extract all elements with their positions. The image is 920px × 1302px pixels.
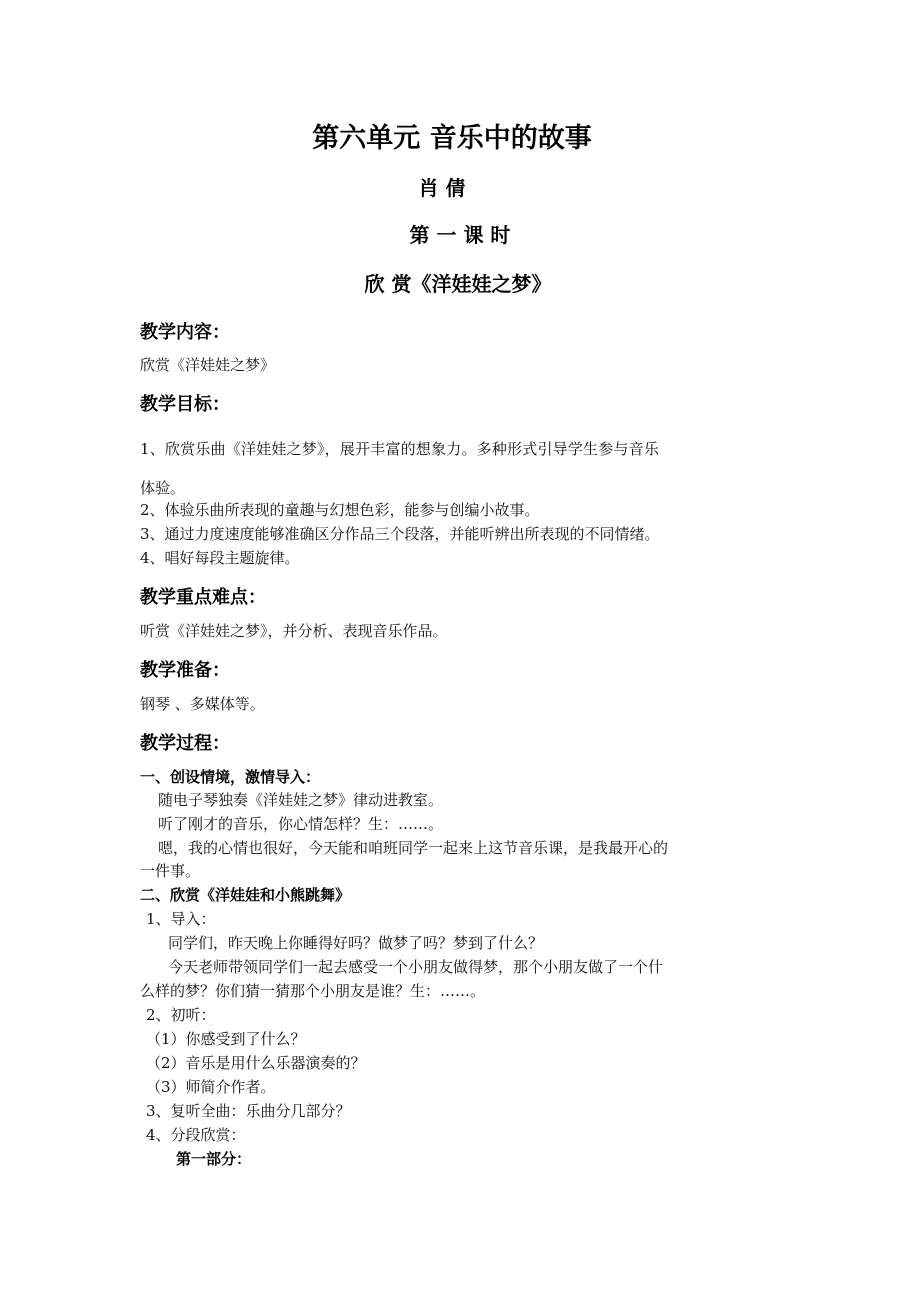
document-title: 第六单元 音乐中的故事	[312, 123, 592, 154]
goal-item: 1、欣赏乐曲《洋娃娃之梦》，展开丰富的想象力。多种形式引导学生参与音乐	[140, 440, 660, 458]
process-line: 么样的梦？你们猜一猜那个小朋友是谁？生：……。	[140, 982, 486, 1000]
process-subheading: 第一部分：	[176, 1150, 252, 1168]
process-line: 1、导入：	[146, 910, 216, 928]
heading-teaching-content: 教学内容：	[140, 322, 230, 343]
process-line: 同学们，昨天晚上你睡得好吗？做梦了吗？梦到了什么？	[168, 934, 544, 952]
key-points-text: 听赏《洋娃娃之梦》，并分析、表现音乐作品。	[140, 622, 448, 640]
process-line: （1）你感受到了什么？	[146, 1030, 306, 1048]
goal-item: 3、通过力度速度能够准确区分作品三个段落，并能听辨出所表现的不同情绪。	[140, 525, 660, 543]
lesson-subject: 欣 赏《洋娃娃之梦》	[364, 272, 552, 296]
process-line: 嗯，我的心情也很好，今天能和咱班同学一起来上这节音乐课，是我最开心的	[158, 839, 669, 857]
process-line: 今天老师带领同学们一起去感受一个小朋友做得梦，那个小朋友做了一个什	[168, 958, 664, 976]
process-line: 随电子琴独奏《洋娃娃之梦》律动进教室。	[158, 791, 444, 809]
author-name: 肖 倩	[418, 176, 466, 200]
lesson-number: 第 一 课 时	[409, 223, 511, 247]
process-line: 一件事。	[140, 862, 201, 880]
heading-key-points: 教学重点难点：	[140, 587, 266, 608]
process-line: 3、复听全曲：乐曲分几部分？	[146, 1102, 351, 1120]
heading-teaching-process: 教学过程：	[140, 733, 230, 754]
process-line: 4、分段欣赏：	[146, 1126, 246, 1144]
process-part1-heading: 一、创设情境，激情导入：	[140, 768, 321, 786]
heading-teaching-goals: 教学目标：	[140, 394, 230, 415]
process-line: 2、初听：	[146, 1006, 216, 1024]
goal-item: 体验。	[140, 479, 186, 497]
goal-item: 4、唱好每段主题旋律。	[140, 549, 300, 567]
teaching-content-text: 欣赏《洋娃娃之梦》	[140, 356, 276, 374]
process-line: （2）音乐是用什么乐器演奏的？	[146, 1054, 366, 1072]
process-line: 听了刚才的音乐，你心情怎样？生：……。	[158, 815, 444, 833]
preparation-text: 钢琴 、多媒体等。	[140, 695, 265, 713]
process-part2-heading: 二、欣赏《洋娃娃和小熊跳舞》	[140, 886, 351, 904]
process-line: （3）师简介作者。	[146, 1078, 276, 1096]
goal-item: 2、体验乐曲所表现的童趣与幻想色彩，能参与创编小故事。	[140, 501, 540, 519]
heading-preparation: 教学准备：	[140, 660, 230, 681]
